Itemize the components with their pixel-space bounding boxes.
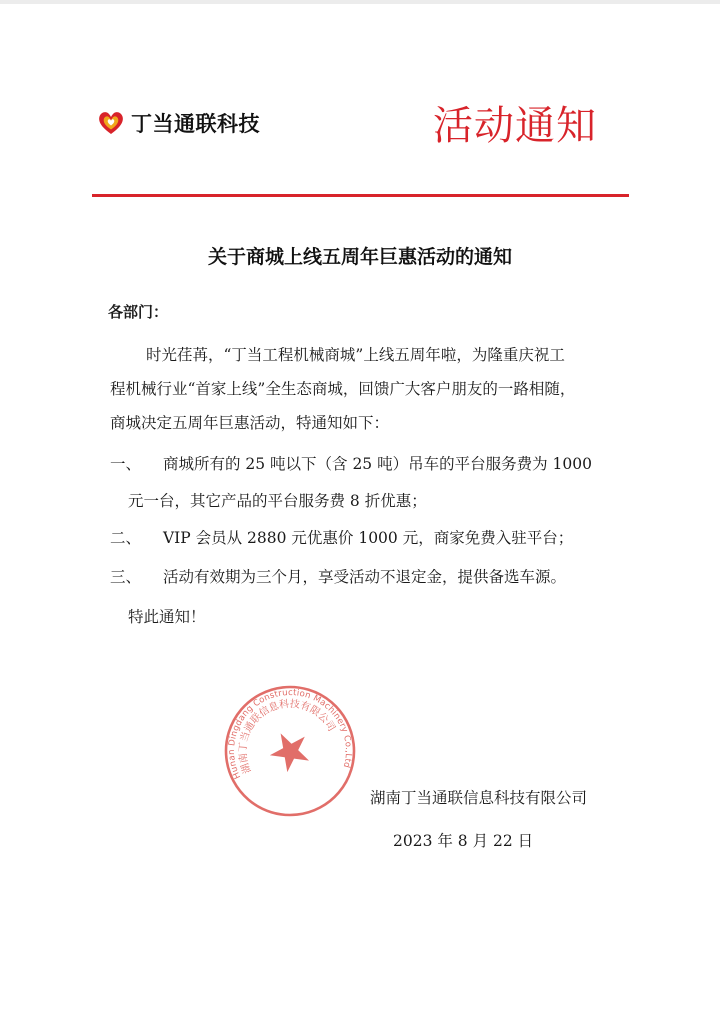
intro-line: 时光荏苒，“丁当工程机械商城”上线五周年啦，为隆重庆祝工 <box>146 346 565 364</box>
list-item-continuation: 元一台，其它产品的平台服务费 8 折优惠； <box>128 492 427 510</box>
list-item <box>110 560 566 594</box>
closing-remark: 特此通知！ <box>128 608 206 626</box>
company-logo-text: 丁当通联科技 <box>131 112 260 136</box>
heart-logo-icon <box>97 110 125 136</box>
header-divider <box>92 194 629 197</box>
list-item <box>110 521 573 555</box>
seal-text-cn: 湖南丁当通联信息科技有限公司 <box>237 698 337 775</box>
list-item <box>110 447 592 481</box>
item-number: 一、 <box>110 455 142 473</box>
item-number: 二、 <box>110 529 142 547</box>
intro-line: 程机械行业“首家上线”全生态商城，回馈广大客户朋友的一路相随， <box>110 380 576 398</box>
item-text: 活动有效期为三个月，享受活动不退定金，提供备选车源。 <box>162 568 566 586</box>
company-seal-icon <box>222 683 358 819</box>
document-date: 2023 年 8 月 22 日 <box>393 832 534 850</box>
salutation: 各部门： <box>108 303 169 321</box>
document-title: 关于商城上线五周年巨惠活动的通知 <box>207 246 512 268</box>
notice-heading: 活动通知 <box>433 103 597 149</box>
item-text: 商城所有的 25 吨以下（含 25 吨）吊车的平台服务费为 1000 <box>162 455 592 473</box>
top-strip <box>0 0 720 4</box>
company-logo <box>97 108 260 138</box>
intro-line: 商城决定五周年巨惠活动，特通知如下： <box>110 414 390 432</box>
item-number: 三、 <box>110 568 142 586</box>
item-text: VIP 会员从 2880 元优惠价 1000 元，商家免费入驻平台； <box>162 529 574 547</box>
seal-text-en: Hunan Dingdang Construction Machinery Co.,Ltd <box>226 687 354 781</box>
signature-company: 湖南丁当通联信息科技有限公司 <box>370 789 588 807</box>
